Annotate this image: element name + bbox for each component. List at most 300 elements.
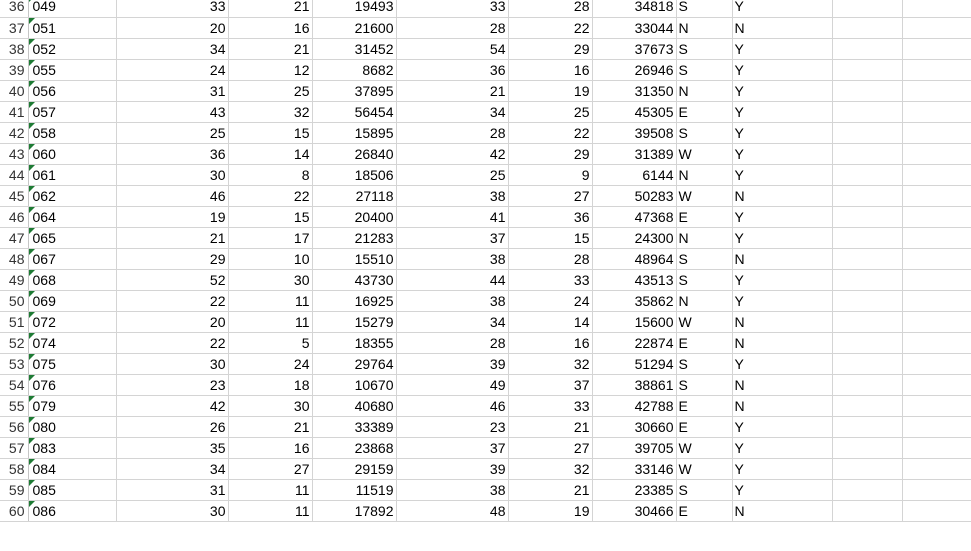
- cell-empty[interactable]: [832, 38, 902, 59]
- cell-c2[interactable]: 25: [228, 80, 312, 101]
- cell-empty[interactable]: [902, 479, 971, 500]
- cell-id[interactable]: [28, 269, 116, 290]
- cell-empty[interactable]: [902, 500, 971, 521]
- error-indicator-icon[interactable]: [29, 228, 35, 234]
- cell-c2[interactable]: 5: [228, 332, 312, 353]
- cell-id[interactable]: [28, 500, 116, 521]
- cell-id[interactable]: [28, 437, 116, 458]
- cell-empty[interactable]: [902, 206, 971, 227]
- cell-id[interactable]: [28, 311, 116, 332]
- cell-flag[interactable]: Y: [732, 479, 832, 500]
- cell-c6[interactable]: 35862: [592, 290, 676, 311]
- cell-direction[interactable]: E: [676, 500, 732, 521]
- cell-c4[interactable]: 38: [396, 479, 508, 500]
- cell-empty[interactable]: [832, 59, 902, 80]
- cell-c5[interactable]: 37: [508, 374, 592, 395]
- cell-c3[interactable]: 29764: [312, 353, 396, 374]
- cell-c4[interactable]: 54: [396, 38, 508, 59]
- cell-c5[interactable]: 28: [508, 0, 592, 17]
- cell-id[interactable]: [28, 227, 116, 248]
- row-header[interactable]: 51: [0, 311, 28, 332]
- cell-c1[interactable]: 25: [116, 122, 228, 143]
- cell-c2[interactable]: 15: [228, 122, 312, 143]
- cell-c2[interactable]: 16: [228, 17, 312, 38]
- cell-empty[interactable]: [902, 332, 971, 353]
- error-indicator-icon[interactable]: [29, 354, 35, 360]
- error-indicator-icon[interactable]: [29, 18, 35, 24]
- cell-direction[interactable]: E: [676, 206, 732, 227]
- error-indicator-icon[interactable]: [29, 438, 35, 444]
- cell-empty[interactable]: [832, 164, 902, 185]
- cell-c6[interactable]: 26946: [592, 59, 676, 80]
- cell-empty[interactable]: [902, 269, 971, 290]
- error-indicator-icon[interactable]: [29, 0, 35, 2]
- cell-empty[interactable]: [832, 416, 902, 437]
- cell-c1[interactable]: 42: [116, 395, 228, 416]
- cell-empty[interactable]: [902, 353, 971, 374]
- cell-flag[interactable]: N: [732, 17, 832, 38]
- cell-empty[interactable]: [902, 101, 971, 122]
- cell-c2[interactable]: 10: [228, 248, 312, 269]
- error-indicator-icon[interactable]: [29, 81, 35, 87]
- cell-c3[interactable]: 40680: [312, 395, 396, 416]
- cell-c2[interactable]: 11: [228, 311, 312, 332]
- cell-direction[interactable]: W: [676, 458, 732, 479]
- cell-direction[interactable]: E: [676, 416, 732, 437]
- error-indicator-icon[interactable]: [29, 144, 35, 150]
- cell-direction[interactable]: S: [676, 479, 732, 500]
- error-indicator-icon[interactable]: [29, 165, 35, 171]
- cell-c6[interactable]: 39705: [592, 437, 676, 458]
- cell-flag[interactable]: N: [732, 185, 832, 206]
- row-header[interactable]: 43: [0, 143, 28, 164]
- cell-c6[interactable]: 33044: [592, 17, 676, 38]
- cell-c6[interactable]: 47368: [592, 206, 676, 227]
- cell-c2[interactable]: 30: [228, 269, 312, 290]
- cell-flag[interactable]: N: [732, 311, 832, 332]
- cell-c1[interactable]: 30: [116, 500, 228, 521]
- cell-empty[interactable]: [832, 185, 902, 206]
- cell-c4[interactable]: 49: [396, 374, 508, 395]
- cell-c4[interactable]: 44: [396, 269, 508, 290]
- cell-c2[interactable]: 16: [228, 437, 312, 458]
- cell-c2[interactable]: 8: [228, 164, 312, 185]
- cell-direction[interactable]: W: [676, 311, 732, 332]
- cell-c3[interactable]: 15895: [312, 122, 396, 143]
- cell-id[interactable]: [28, 290, 116, 311]
- cell-c4[interactable]: 38: [396, 290, 508, 311]
- cell-flag[interactable]: Y: [732, 206, 832, 227]
- error-indicator-icon[interactable]: [29, 375, 35, 381]
- cell-c5[interactable]: 24: [508, 290, 592, 311]
- cell-c2[interactable]: 18: [228, 374, 312, 395]
- cell-c5[interactable]: 22: [508, 122, 592, 143]
- cell-c4[interactable]: 38: [396, 185, 508, 206]
- cell-c1[interactable]: 26: [116, 416, 228, 437]
- row-header[interactable]: 40: [0, 80, 28, 101]
- cell-c3[interactable]: 10670: [312, 374, 396, 395]
- cell-id[interactable]: [28, 332, 116, 353]
- cell-direction[interactable]: S: [676, 38, 732, 59]
- cell-c6[interactable]: 15600: [592, 311, 676, 332]
- cell-c2[interactable]: 32: [228, 101, 312, 122]
- cell-c5[interactable]: 9: [508, 164, 592, 185]
- cell-empty[interactable]: [902, 80, 971, 101]
- cell-c4[interactable]: 21: [396, 80, 508, 101]
- cell-flag[interactable]: Y: [732, 458, 832, 479]
- cell-c6[interactable]: 39508: [592, 122, 676, 143]
- cell-c5[interactable]: 29: [508, 143, 592, 164]
- cell-empty[interactable]: [832, 353, 902, 374]
- row-header[interactable]: 36: [0, 0, 28, 17]
- cell-flag[interactable]: N: [732, 374, 832, 395]
- cell-c4[interactable]: 39: [396, 353, 508, 374]
- cell-flag[interactable]: Y: [732, 59, 832, 80]
- cell-direction[interactable]: S: [676, 59, 732, 80]
- row-header[interactable]: 55: [0, 395, 28, 416]
- cell-direction[interactable]: E: [676, 332, 732, 353]
- cell-empty[interactable]: [832, 227, 902, 248]
- cell-c2[interactable]: 11: [228, 500, 312, 521]
- cell-flag[interactable]: Y: [732, 353, 832, 374]
- cell-id[interactable]: [28, 101, 116, 122]
- cell-c1[interactable]: 20: [116, 17, 228, 38]
- cell-c1[interactable]: 33: [116, 0, 228, 17]
- cell-c6[interactable]: 45305: [592, 101, 676, 122]
- cell-c6[interactable]: 38861: [592, 374, 676, 395]
- error-indicator-icon[interactable]: [29, 501, 35, 507]
- cell-c6[interactable]: 30660: [592, 416, 676, 437]
- cell-c3[interactable]: 26840: [312, 143, 396, 164]
- cell-id[interactable]: [28, 416, 116, 437]
- cell-c6[interactable]: 24300: [592, 227, 676, 248]
- row-header[interactable]: 46: [0, 206, 28, 227]
- cell-direction[interactable]: N: [676, 227, 732, 248]
- cell-flag[interactable]: Y: [732, 416, 832, 437]
- cell-c5[interactable]: 33: [508, 395, 592, 416]
- cell-c3[interactable]: 43730: [312, 269, 396, 290]
- cell-c4[interactable]: 28: [396, 332, 508, 353]
- error-indicator-icon[interactable]: [29, 333, 35, 339]
- error-indicator-icon[interactable]: [29, 459, 35, 465]
- cell-c1[interactable]: 19: [116, 206, 228, 227]
- cell-c4[interactable]: 25: [396, 164, 508, 185]
- cell-direction[interactable]: S: [676, 248, 732, 269]
- cell-direction[interactable]: W: [676, 437, 732, 458]
- row-header[interactable]: 60: [0, 500, 28, 521]
- cell-c3[interactable]: 21600: [312, 17, 396, 38]
- cell-id[interactable]: [28, 0, 116, 17]
- cell-c2[interactable]: 22: [228, 185, 312, 206]
- error-indicator-icon[interactable]: [29, 186, 35, 192]
- cell-c2[interactable]: 12: [228, 59, 312, 80]
- cell-empty[interactable]: [902, 122, 971, 143]
- row-header[interactable]: 58: [0, 458, 28, 479]
- cell-empty[interactable]: [832, 479, 902, 500]
- cell-empty[interactable]: [832, 269, 902, 290]
- cell-c5[interactable]: 27: [508, 185, 592, 206]
- cell-empty[interactable]: [832, 101, 902, 122]
- cell-c4[interactable]: 41: [396, 206, 508, 227]
- cell-c4[interactable]: 34: [396, 101, 508, 122]
- cell-c5[interactable]: 33: [508, 269, 592, 290]
- cell-flag[interactable]: Y: [732, 0, 832, 17]
- cell-c3[interactable]: 18355: [312, 332, 396, 353]
- cell-c4[interactable]: 46: [396, 395, 508, 416]
- cell-c1[interactable]: 52: [116, 269, 228, 290]
- cell-c4[interactable]: 28: [396, 122, 508, 143]
- error-indicator-icon[interactable]: [29, 480, 35, 486]
- cell-direction[interactable]: N: [676, 290, 732, 311]
- error-indicator-icon[interactable]: [29, 60, 35, 66]
- cell-c1[interactable]: 35: [116, 437, 228, 458]
- cell-c1[interactable]: 34: [116, 458, 228, 479]
- cell-c3[interactable]: 8682: [312, 59, 396, 80]
- cell-empty[interactable]: [902, 395, 971, 416]
- cell-c5[interactable]: 32: [508, 458, 592, 479]
- cell-c2[interactable]: 30: [228, 395, 312, 416]
- cell-c2[interactable]: 27: [228, 458, 312, 479]
- cell-flag[interactable]: N: [732, 500, 832, 521]
- row-header[interactable]: 57: [0, 437, 28, 458]
- cell-c2[interactable]: 15: [228, 206, 312, 227]
- cell-direction[interactable]: E: [676, 101, 732, 122]
- row-header[interactable]: 49: [0, 269, 28, 290]
- cell-c3[interactable]: 19493: [312, 0, 396, 17]
- cell-c4[interactable]: 48: [396, 500, 508, 521]
- cell-c1[interactable]: 24: [116, 59, 228, 80]
- cell-c3[interactable]: 21283: [312, 227, 396, 248]
- cell-direction[interactable]: S: [676, 0, 732, 17]
- cell-c3[interactable]: 31452: [312, 38, 396, 59]
- cell-empty[interactable]: [832, 332, 902, 353]
- error-indicator-icon[interactable]: [29, 207, 35, 213]
- cell-flag[interactable]: N: [732, 248, 832, 269]
- row-header[interactable]: 48: [0, 248, 28, 269]
- cell-c4[interactable]: 37: [396, 437, 508, 458]
- cell-c1[interactable]: 30: [116, 164, 228, 185]
- row-header[interactable]: 37: [0, 17, 28, 38]
- row-header[interactable]: 38: [0, 38, 28, 59]
- cell-c5[interactable]: 19: [508, 80, 592, 101]
- cell-direction[interactable]: S: [676, 269, 732, 290]
- cell-id[interactable]: [28, 479, 116, 500]
- row-header[interactable]: 44: [0, 164, 28, 185]
- cell-id[interactable]: [28, 59, 116, 80]
- cell-c1[interactable]: 46: [116, 185, 228, 206]
- cell-c6[interactable]: 31389: [592, 143, 676, 164]
- cell-c5[interactable]: 14: [508, 311, 592, 332]
- cell-c5[interactable]: 36: [508, 206, 592, 227]
- cell-c3[interactable]: 20400: [312, 206, 396, 227]
- cell-id[interactable]: [28, 38, 116, 59]
- cell-c5[interactable]: 15: [508, 227, 592, 248]
- cell-c4[interactable]: 37: [396, 227, 508, 248]
- cell-c2[interactable]: 17: [228, 227, 312, 248]
- cell-empty[interactable]: [902, 59, 971, 80]
- cell-empty[interactable]: [902, 290, 971, 311]
- cell-flag[interactable]: Y: [732, 122, 832, 143]
- error-indicator-icon[interactable]: [29, 249, 35, 255]
- cell-c5[interactable]: 22: [508, 17, 592, 38]
- cell-empty[interactable]: [832, 122, 902, 143]
- cell-empty[interactable]: [902, 227, 971, 248]
- cell-direction[interactable]: S: [676, 122, 732, 143]
- cell-c3[interactable]: 11519: [312, 479, 396, 500]
- cell-id[interactable]: [28, 353, 116, 374]
- error-indicator-icon[interactable]: [29, 270, 35, 276]
- error-indicator-icon[interactable]: [29, 291, 35, 297]
- cell-flag[interactable]: N: [732, 395, 832, 416]
- cell-id[interactable]: [28, 185, 116, 206]
- cell-flag[interactable]: Y: [732, 101, 832, 122]
- cell-c5[interactable]: 25: [508, 101, 592, 122]
- cell-c3[interactable]: 17892: [312, 500, 396, 521]
- cell-empty[interactable]: [832, 80, 902, 101]
- cell-direction[interactable]: E: [676, 395, 732, 416]
- cell-c1[interactable]: 34: [116, 38, 228, 59]
- cell-flag[interactable]: Y: [732, 38, 832, 59]
- cell-c1[interactable]: 43: [116, 101, 228, 122]
- cell-c1[interactable]: 30: [116, 353, 228, 374]
- cell-c1[interactable]: 22: [116, 332, 228, 353]
- cell-empty[interactable]: [902, 437, 971, 458]
- cell-empty[interactable]: [902, 0, 971, 17]
- cell-id[interactable]: [28, 17, 116, 38]
- cell-c6[interactable]: 34818: [592, 0, 676, 17]
- cell-c6[interactable]: 37673: [592, 38, 676, 59]
- cell-empty[interactable]: [902, 185, 971, 206]
- cell-c3[interactable]: 37895: [312, 80, 396, 101]
- cell-id[interactable]: [28, 164, 116, 185]
- cell-c2[interactable]: 21: [228, 0, 312, 17]
- cell-id[interactable]: [28, 248, 116, 269]
- cell-c6[interactable]: 42788: [592, 395, 676, 416]
- cell-direction[interactable]: S: [676, 353, 732, 374]
- error-indicator-icon[interactable]: [29, 102, 35, 108]
- cell-id[interactable]: [28, 206, 116, 227]
- cell-empty[interactable]: [832, 0, 902, 17]
- cell-c4[interactable]: 38: [396, 248, 508, 269]
- cell-c6[interactable]: 33146: [592, 458, 676, 479]
- cell-empty[interactable]: [832, 311, 902, 332]
- cell-c5[interactable]: 28: [508, 248, 592, 269]
- cell-c5[interactable]: 19: [508, 500, 592, 521]
- cell-direction[interactable]: N: [676, 164, 732, 185]
- error-indicator-icon[interactable]: [29, 312, 35, 318]
- error-indicator-icon[interactable]: [29, 396, 35, 402]
- cell-id[interactable]: [28, 122, 116, 143]
- error-indicator-icon[interactable]: [29, 123, 35, 129]
- cell-empty[interactable]: [832, 458, 902, 479]
- cell-direction[interactable]: N: [676, 80, 732, 101]
- cell-c1[interactable]: 31: [116, 80, 228, 101]
- cell-empty[interactable]: [902, 38, 971, 59]
- cell-c4[interactable]: 33: [396, 0, 508, 17]
- cell-c6[interactable]: 51294: [592, 353, 676, 374]
- cell-empty[interactable]: [902, 458, 971, 479]
- row-header[interactable]: 59: [0, 479, 28, 500]
- cell-c1[interactable]: 20: [116, 311, 228, 332]
- row-header[interactable]: 56: [0, 416, 28, 437]
- cell-c6[interactable]: 22874: [592, 332, 676, 353]
- cell-c3[interactable]: 33389: [312, 416, 396, 437]
- cell-c2[interactable]: 11: [228, 479, 312, 500]
- cell-empty[interactable]: [832, 17, 902, 38]
- cell-c3[interactable]: 15279: [312, 311, 396, 332]
- cell-empty[interactable]: [832, 206, 902, 227]
- cell-id[interactable]: [28, 374, 116, 395]
- cell-flag[interactable]: Y: [732, 164, 832, 185]
- cell-c4[interactable]: 23: [396, 416, 508, 437]
- cell-c1[interactable]: 29: [116, 248, 228, 269]
- cell-c6[interactable]: 31350: [592, 80, 676, 101]
- cell-c4[interactable]: 36: [396, 59, 508, 80]
- cell-direction[interactable]: S: [676, 374, 732, 395]
- cell-empty[interactable]: [832, 374, 902, 395]
- cell-direction[interactable]: W: [676, 143, 732, 164]
- cell-c5[interactable]: 32: [508, 353, 592, 374]
- cell-c1[interactable]: 31: [116, 479, 228, 500]
- cell-flag[interactable]: Y: [732, 437, 832, 458]
- cell-c1[interactable]: 22: [116, 290, 228, 311]
- cell-flag[interactable]: Y: [732, 269, 832, 290]
- cell-empty[interactable]: [832, 437, 902, 458]
- cell-empty[interactable]: [832, 500, 902, 521]
- cell-flag[interactable]: Y: [732, 290, 832, 311]
- cell-c5[interactable]: 16: [508, 59, 592, 80]
- cell-id[interactable]: [28, 143, 116, 164]
- cell-c4[interactable]: 28: [396, 17, 508, 38]
- cell-c3[interactable]: 23868: [312, 437, 396, 458]
- cell-id[interactable]: [28, 458, 116, 479]
- cell-empty[interactable]: [832, 290, 902, 311]
- cell-c2[interactable]: 14: [228, 143, 312, 164]
- cell-c4[interactable]: 34: [396, 311, 508, 332]
- row-header[interactable]: 50: [0, 290, 28, 311]
- cell-c5[interactable]: 29: [508, 38, 592, 59]
- cell-flag[interactable]: N: [732, 332, 832, 353]
- cell-c6[interactable]: 43513: [592, 269, 676, 290]
- cell-flag[interactable]: Y: [732, 143, 832, 164]
- cell-c4[interactable]: 39: [396, 458, 508, 479]
- cell-c2[interactable]: 11: [228, 290, 312, 311]
- error-indicator-icon[interactable]: [29, 39, 35, 45]
- cell-c1[interactable]: 21: [116, 227, 228, 248]
- cell-c3[interactable]: 15510: [312, 248, 396, 269]
- cell-flag[interactable]: Y: [732, 80, 832, 101]
- cell-c4[interactable]: 42: [396, 143, 508, 164]
- cell-empty[interactable]: [902, 416, 971, 437]
- cell-id[interactable]: [28, 395, 116, 416]
- cell-c6[interactable]: 6144: [592, 164, 676, 185]
- cell-c5[interactable]: 21: [508, 479, 592, 500]
- cell-c5[interactable]: 21: [508, 416, 592, 437]
- cell-empty[interactable]: [832, 143, 902, 164]
- error-indicator-icon[interactable]: [29, 417, 35, 423]
- cell-c6[interactable]: 23385: [592, 479, 676, 500]
- cell-c1[interactable]: 36: [116, 143, 228, 164]
- cell-c3[interactable]: 27118: [312, 185, 396, 206]
- cell-c1[interactable]: 23: [116, 374, 228, 395]
- cell-c5[interactable]: 16: [508, 332, 592, 353]
- cell-c2[interactable]: 24: [228, 353, 312, 374]
- cell-direction[interactable]: W: [676, 185, 732, 206]
- row-header[interactable]: 41: [0, 101, 28, 122]
- cell-c5[interactable]: 27: [508, 437, 592, 458]
- row-header[interactable]: 54: [0, 374, 28, 395]
- cell-c6[interactable]: 48964: [592, 248, 676, 269]
